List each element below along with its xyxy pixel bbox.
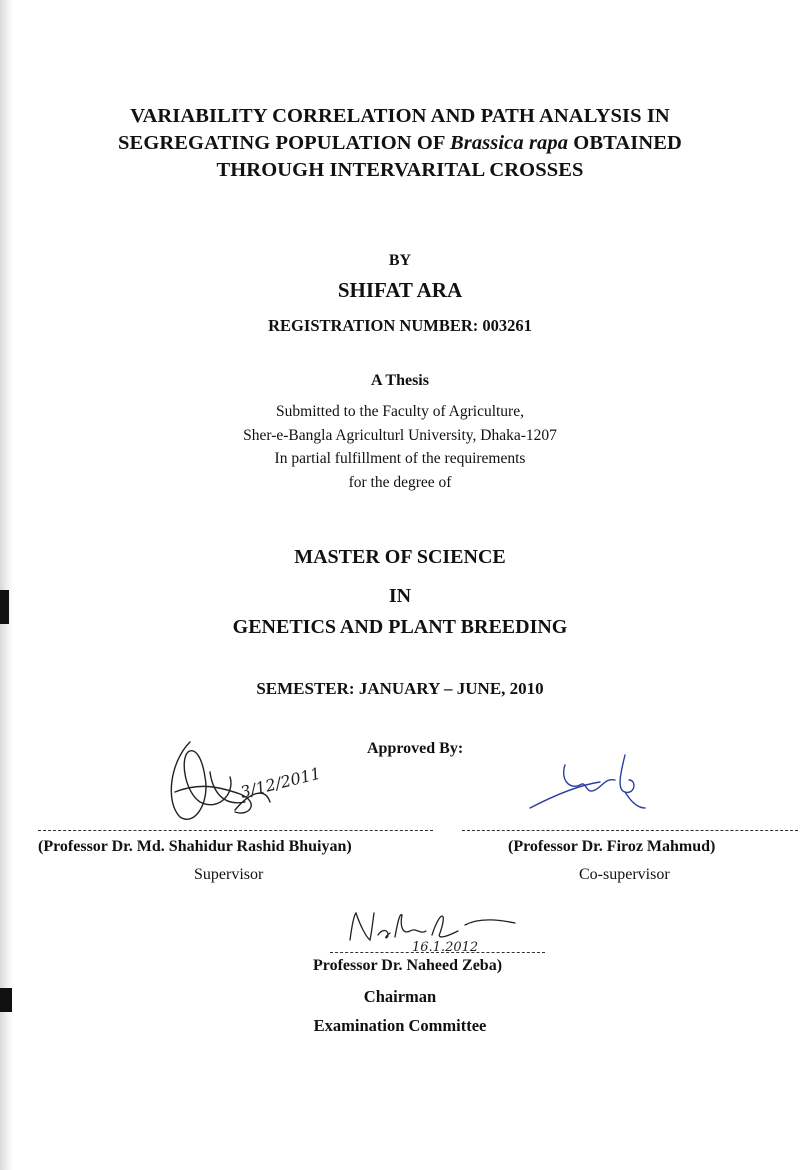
supervisor-role: Supervisor xyxy=(194,866,264,883)
approved-by-label: Approved By: xyxy=(367,740,464,757)
degree-line-3: GENETICS AND PLANT BREEDING xyxy=(232,616,568,638)
title-line-3: THROUGH INTERVARITAL CROSSES xyxy=(216,159,584,181)
submission-line: Submitted to the Faculty of Agriculture, xyxy=(276,403,524,420)
chairman-signature-line xyxy=(330,952,545,953)
supervisor-signature xyxy=(150,732,340,832)
chairman-name: Professor Dr. Naheed Zeba) xyxy=(313,957,503,974)
co-supervisor-name: (Professor Dr. Firoz Mahmud) xyxy=(508,838,716,855)
semester: SEMESTER: JANUARY – JUNE, 2010 xyxy=(256,679,544,698)
by-label: BY xyxy=(388,252,412,269)
degree-line-1: MASTER OF SCIENCE xyxy=(294,546,506,568)
supervisor-signature-line xyxy=(38,830,433,831)
thesis-label: A Thesis xyxy=(371,372,429,389)
title-line-1: VARIABILITY CORRELATION AND PATH ANALYSIS IN xyxy=(130,105,670,127)
co-supervisor-role: Co-supervisor xyxy=(579,866,670,883)
examination-committee: Examination Committee xyxy=(313,1016,487,1035)
co-supervisor-signature-line xyxy=(462,830,798,831)
submission-line: for the degree of xyxy=(348,473,452,491)
chairman-role: Chairman xyxy=(363,987,437,1006)
title-line-2-prefix: SEGREGATING POPULATION OF xyxy=(118,132,451,154)
chairman-signature-date: 16.1.2012 xyxy=(412,940,479,955)
co-supervisor-signature xyxy=(525,750,655,820)
thesis-title xyxy=(0,103,800,184)
submission-statement xyxy=(0,400,800,494)
supervisor-signature-date: 3/12/2011 xyxy=(238,763,323,802)
supervisor-name: (Professor Dr. Md. Shahidur Rashid Bhuiyan) xyxy=(38,838,352,855)
submission-line: Sher-e-Bangla Agriculturl University, Dhaka-1207 xyxy=(243,426,557,444)
submission-line: In partial fulfillment of the requirements xyxy=(274,450,526,467)
author-name: SHIFAT ARA xyxy=(337,278,463,302)
title-line-2-suffix: OBTAINED xyxy=(568,132,682,154)
degree-line-2: IN xyxy=(388,585,412,607)
species-name: Brassica rapa xyxy=(450,132,569,154)
registration-number: REGISTRATION NUMBER: 003261 xyxy=(268,316,532,335)
title-line-2 xyxy=(0,130,800,157)
